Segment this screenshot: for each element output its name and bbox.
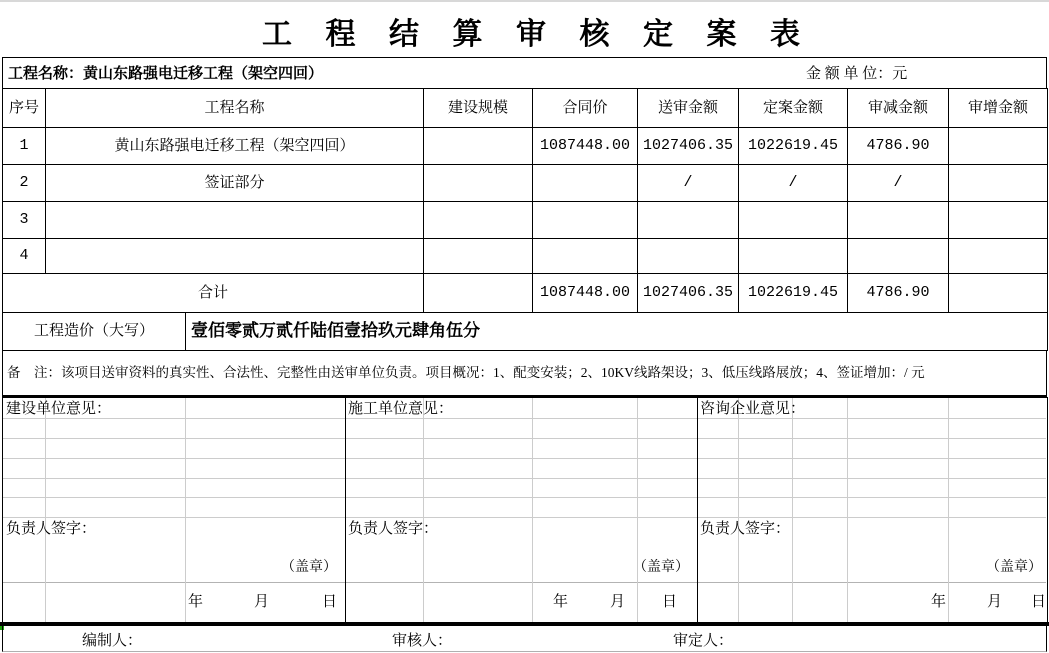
- reviewer-label: 审核人：: [392, 633, 453, 649]
- amount-unit-label: 金 额 单 位：元: [806, 66, 908, 82]
- cell-r3-reduced[interactable]: [847, 201, 949, 239]
- date-year-consultant: 年: [931, 594, 947, 610]
- cell-r4-increased[interactable]: [948, 238, 1048, 274]
- opinion-section-owner[interactable]: [2, 397, 346, 624]
- cell-r4-reduced[interactable]: [847, 238, 949, 274]
- seal-label-contractor: （盖章）: [633, 560, 689, 575]
- remark-cell: 备 注：该项目送审资料的真实性、合法性、完整性由送审单位负责。项目概况：1、配变安装；2、10KV线路架设；3、低压线路展放；4、签证增加：/ 元: [2, 350, 1047, 398]
- cell-r2-increased[interactable]: [948, 164, 1048, 202]
- cell-r3-name[interactable]: [45, 201, 424, 239]
- amount-words-label: 工程造价（大写）: [2, 312, 186, 351]
- cell-r3-scale[interactable]: [423, 201, 533, 239]
- cell-r3-submitted[interactable]: [637, 201, 739, 239]
- cell-r2-seq: 2: [2, 164, 46, 202]
- col-header-seq: 序号: [2, 88, 46, 128]
- total-row-increased[interactable]: [948, 273, 1048, 313]
- opinion-title-contractor: 施工单位意见：: [348, 401, 454, 417]
- signer-label-contractor: 负责人签字：: [348, 521, 439, 537]
- cell-r3-increased[interactable]: [948, 201, 1048, 239]
- total-row-scale[interactable]: [423, 273, 533, 313]
- date-year-owner: 年: [188, 594, 204, 610]
- cell-r2-name: 签证部分: [45, 164, 424, 202]
- page-title: 工 程 结 算 审 核 定 案 表: [262, 18, 813, 51]
- cell-r2-contract[interactable]: [532, 164, 638, 202]
- amount-words-value: 壹佰零贰万贰仟陆佰壹拾玖元肆角伍分: [185, 312, 1048, 351]
- project-name-label: 工程名称：黄山东路强电迁移工程（架空四回）: [8, 66, 324, 82]
- date-day-contractor: 日: [662, 594, 678, 610]
- footer-row: [2, 626, 1047, 652]
- cell-r4-finalized[interactable]: [738, 238, 848, 274]
- total-row-finalized: 1022619.45: [738, 273, 848, 313]
- cell-r2-reduced: /: [847, 164, 949, 202]
- signer-label-owner: 负责人签字：: [6, 521, 97, 537]
- opinion-title-owner: 建设单位意见：: [6, 401, 112, 417]
- cell-r4-submitted[interactable]: [637, 238, 739, 274]
- seal-label-consultant: （盖章）: [986, 560, 1042, 575]
- date-month-contractor: 月: [610, 594, 626, 610]
- date-year-contractor: 年: [553, 594, 569, 610]
- col-header-name: 工程名称: [45, 88, 424, 128]
- signer-label-consultant: 负责人签字：: [700, 521, 791, 537]
- cell-r1-contract: 1087448.00: [532, 127, 638, 165]
- col-header-increased: 审增金额: [948, 88, 1048, 128]
- cell-r1-increased[interactable]: [948, 127, 1048, 165]
- col-header-contract: 合同价: [532, 88, 638, 128]
- cell-r4-contract[interactable]: [532, 238, 638, 274]
- cell-r3-contract[interactable]: [532, 201, 638, 239]
- cell-r4-name[interactable]: [45, 238, 424, 274]
- total-row-contract: 1087448.00: [532, 273, 638, 313]
- total-row-reduced: 4786.90: [847, 273, 949, 313]
- seal-label-owner: （盖章）: [281, 560, 337, 575]
- date-month-consultant: 月: [987, 594, 1003, 610]
- cell-r2-submitted: /: [637, 164, 739, 202]
- date-day-consultant: 日: [1031, 594, 1047, 610]
- approver-label: 审定人：: [673, 633, 734, 649]
- cell-r4-seq: 4: [2, 238, 46, 274]
- preparer-label: 编制人：: [82, 633, 143, 649]
- cell-r1-seq: 1: [2, 127, 46, 165]
- col-header-finalized: 定案金额: [738, 88, 848, 128]
- col-header-submitted: 送审金额: [637, 88, 739, 128]
- col-header-scale: 建设规模: [423, 88, 533, 128]
- cell-r3-seq: 3: [2, 201, 46, 239]
- cell-r3-finalized[interactable]: [738, 201, 848, 239]
- cell-r1-finalized: 1022619.45: [738, 127, 848, 165]
- col-header-reduced: 审减金额: [847, 88, 949, 128]
- cell-r2-finalized: /: [738, 164, 848, 202]
- date-month-owner: 月: [254, 594, 270, 610]
- date-day-owner: 日: [322, 594, 338, 610]
- cell-r1-submitted: 1027406.35: [637, 127, 739, 165]
- info-row: [2, 57, 1047, 89]
- opinion-section-contractor[interactable]: [345, 397, 698, 624]
- top-gridline: [0, 0, 1049, 2]
- cell-r1-name: 黄山东路强电迁移工程（架空四回）: [45, 127, 424, 165]
- cell-r1-scale[interactable]: [423, 127, 533, 165]
- opinion-title-consultant: 咨询企业意见：: [700, 401, 806, 417]
- cell-r1-reduced: 4786.90: [847, 127, 949, 165]
- total-row-submitted: 1027406.35: [637, 273, 739, 313]
- cell-r4-scale[interactable]: [423, 238, 533, 274]
- opinion-section-consultant[interactable]: [697, 397, 1048, 624]
- total-row-label: 合计: [2, 273, 424, 313]
- cell-r2-scale[interactable]: [423, 164, 533, 202]
